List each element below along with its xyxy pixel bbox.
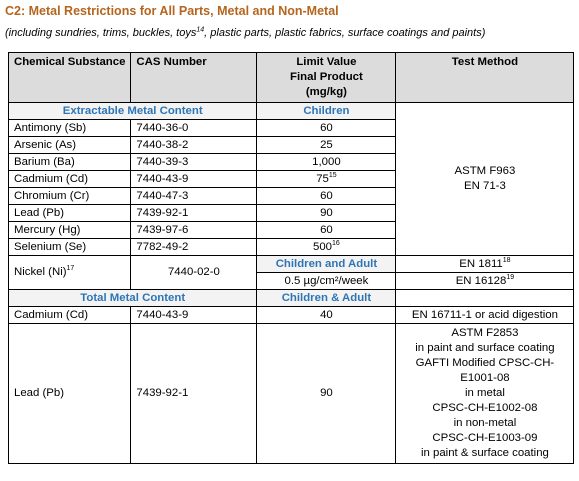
method-line: EN 71-3	[464, 180, 506, 192]
method-cell	[396, 273, 574, 290]
limit-value: 60	[320, 121, 333, 134]
limit-value: 90	[320, 206, 333, 219]
header-limit-line: Final Product	[290, 71, 363, 83]
limit-value: 60	[320, 189, 333, 202]
header-cas: CAS Number	[131, 53, 257, 103]
subtitle-text-before: (including sundries, trims, buckles, toys	[5, 27, 197, 39]
method-line: ASTM F2853	[451, 327, 519, 339]
section-extractable: Extractable Metal Content	[9, 103, 257, 120]
limit-value: 75	[316, 172, 329, 185]
section-children: Children	[257, 103, 396, 120]
method-line: in paint and surface coating	[415, 342, 555, 354]
substance-cell: Mercury (Hg)	[9, 222, 131, 239]
cas-cell: 7440-39-3	[131, 154, 257, 171]
substance-cell: Arsenic (As)	[9, 137, 131, 154]
cas-cell: 7440-47-3	[131, 188, 257, 205]
extractable-test-method	[396, 103, 574, 256]
cas-cell: 7440-02-0	[131, 256, 257, 290]
section-row-extractable	[9, 103, 574, 120]
limit-cell	[257, 188, 396, 205]
limit-value: 1,000	[312, 155, 341, 168]
section-row-total	[9, 290, 574, 307]
limit-cell: 40	[257, 307, 396, 324]
metal-restrictions-table	[8, 52, 574, 464]
method-cell	[396, 324, 574, 464]
limit-cell	[257, 171, 396, 188]
limit-value: 25	[320, 138, 333, 151]
limit-cell	[257, 137, 396, 154]
footnote-ref: 14	[196, 26, 205, 34]
section-total: Total Metal Content	[9, 290, 257, 307]
footnote-ref: 18	[502, 256, 511, 264]
substance-name: Nickel (Ni)	[14, 266, 67, 278]
substance-cell: Selenium (Se)	[9, 239, 131, 256]
table-row	[9, 307, 574, 324]
substance-cell: Lead (Pb)	[9, 324, 131, 464]
subtitle-text-after: , plastic parts, plastic fabrics, surface coatings and paints)	[204, 27, 486, 39]
limit-value: 60	[320, 223, 333, 236]
header-substance: Chemical Substance	[9, 53, 131, 103]
limit-cell	[257, 222, 396, 239]
header-limit	[257, 53, 396, 103]
substance-cell: Cadmium (Cd)	[9, 307, 131, 324]
footnote-ref: 19	[506, 273, 515, 281]
footnote-ref: 16	[332, 239, 340, 247]
cas-cell: 7440-38-2	[131, 137, 257, 154]
header-limit-line: (mg/kg)	[305, 86, 347, 98]
cas-cell: 7440-43-9	[131, 307, 257, 324]
limit-value: 500	[313, 240, 333, 253]
cas-cell: 7782-49-2	[131, 239, 257, 256]
cas-cell: 7440-43-9	[131, 171, 257, 188]
limit-cell: 90	[257, 324, 396, 464]
method-value: EN 16128	[455, 274, 507, 287]
footnote-ref: 15	[328, 171, 337, 179]
header-row	[9, 53, 574, 103]
method-cell	[396, 307, 574, 324]
method-cell	[396, 256, 574, 273]
method-line: E1001-08	[460, 372, 510, 384]
substance-cell: Chromium (Cr)	[9, 188, 131, 205]
cas-cell: 7439-92-1	[131, 324, 257, 464]
method-line: in paint & surface coating	[420, 447, 549, 459]
substance-cell: Lead (Pb)	[9, 205, 131, 222]
substance-cell: Cadmium (Cd)	[9, 171, 131, 188]
method-line: GAFTI Modified CPSC-CH-	[415, 357, 555, 369]
page-title: C2: Metal Restrictions for All Parts, Metal and Non-Metal	[5, 4, 339, 18]
method-line: in non-metal	[453, 417, 517, 429]
empty-cell	[396, 290, 574, 307]
method-line: ASTM F963	[454, 165, 516, 177]
cas-cell: 7439-92-1	[131, 205, 257, 222]
cas-cell: 7439-97-6	[131, 222, 257, 239]
limit-cell: 0.5 µg/cm²/week	[257, 273, 396, 290]
method-line: EN 16711-1 or acid digestion	[411, 308, 558, 321]
header-method: Test Method	[396, 53, 574, 103]
limit-cell	[257, 154, 396, 171]
method-line: in metal	[464, 387, 505, 399]
substance-cell	[9, 256, 131, 290]
method-line: CPSC-CH-E1003-09	[432, 432, 538, 444]
limit-cell	[257, 120, 396, 137]
cas-cell: 7440-36-0	[131, 120, 257, 137]
page-subtitle	[5, 27, 485, 39]
section-children-amp-adult: Children & Adult	[257, 290, 396, 307]
header-limit-line: Limit Value	[296, 56, 357, 68]
method-value: EN 1811	[459, 257, 503, 270]
method-line: CPSC-CH-E1002-08	[432, 402, 538, 414]
substance-cell: Barium (Ba)	[9, 154, 131, 171]
footnote-ref: 17	[66, 265, 75, 273]
limit-cell	[257, 205, 396, 222]
limit-cell	[257, 239, 396, 256]
substance-cell: Antimony (Sb)	[9, 120, 131, 137]
section-children-adult: Children and Adult	[257, 256, 396, 273]
table-row	[9, 324, 574, 464]
table-row	[9, 256, 574, 273]
